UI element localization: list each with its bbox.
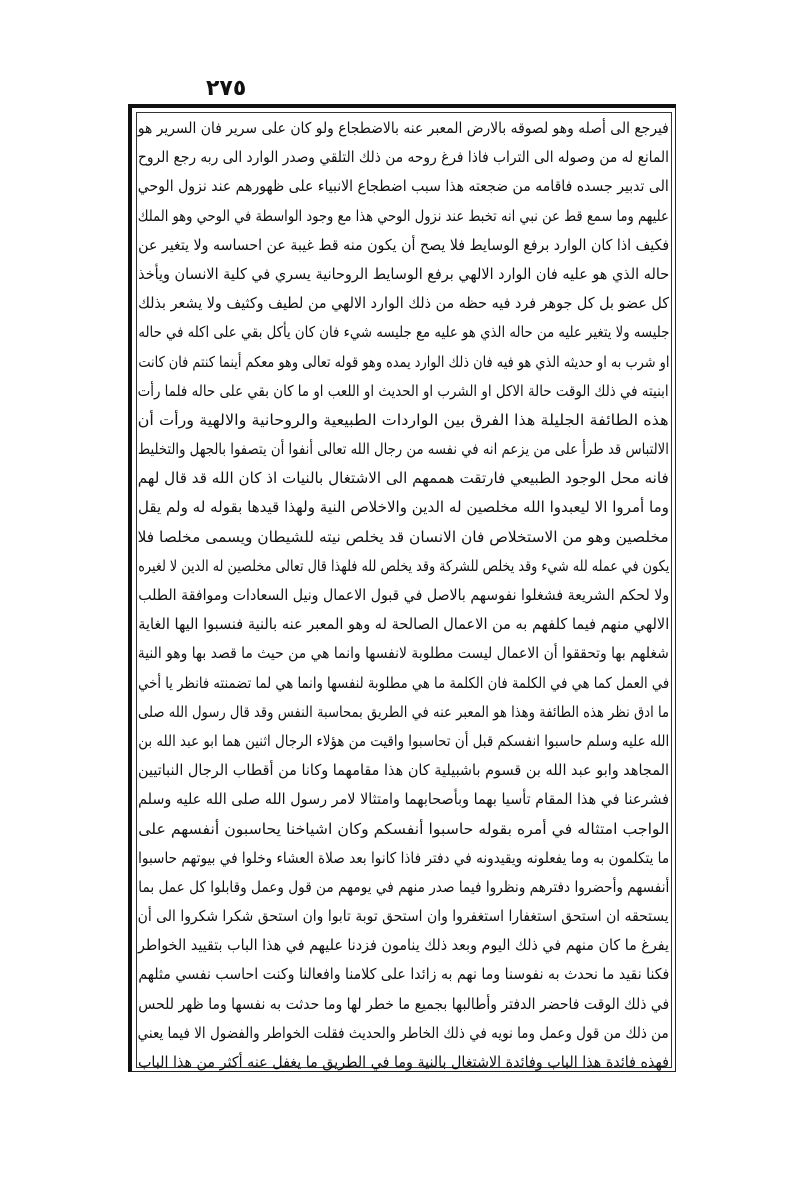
text-line	[138, 902, 669, 931]
text-line-content: كل عضو بل كل جوهر فرد فيه حظه من ذلك الوارد الالهي من لطيف وكثيف ولا يشعر بذلك	[138, 294, 669, 313]
text-line-content: فكنا نقيد ما نحدث به نفوسنا وما نهم به زائدا على كلامنا وافعالنا وكنت احاسب نفسي مثلهم	[138, 965, 669, 984]
text-line	[138, 464, 669, 493]
text-line	[138, 669, 669, 698]
text-line	[138, 435, 669, 464]
text-line-content: عليهم وما سمع قط عن نبي انه تخبط عند نزول الوحي هذا مع وجود الواسطة في الوحي وهو الملك	[138, 206, 669, 225]
text-line-content: جليسه ولا يتغير عليه من حاله الذي هو عليه مع جليسه شيء فان كان يأكل بقي على اكله في حاله	[138, 323, 669, 342]
text-line-content: ابنيته في ذلك الوقت حالة الاكل او الشرب او الحديث او اللعب او ما كان بقي على حاله فلما رأت	[138, 381, 669, 400]
text-line-content: فشرعنا في هذا المقام تأسيا بهما وبأصحابهما وامتثالا لامر رسول الله صلى الله عليه وسلم	[138, 790, 669, 809]
text-line-content: في ذلك الوقت فاحضر الدفتر وأطالبها بجميع ما خطر لها وما حدثت به نفسها وما ظهر للحس	[138, 994, 669, 1013]
text-line	[138, 1048, 669, 1077]
text-line	[138, 202, 669, 231]
text-line	[138, 523, 669, 552]
text-line	[138, 610, 669, 639]
page-number: ٢٧٥	[206, 76, 247, 101]
text-line	[138, 318, 669, 347]
text-line	[138, 406, 669, 435]
text-line-content: شغلهم بها وتحققوا أن الاعمال ليست مطلوبة لانفسها وانما هي من حيث ما قصد بها وهو النية	[138, 644, 669, 663]
text-line	[138, 756, 669, 785]
text-line	[138, 493, 669, 522]
text-line-content: او شرب به او حديثه الذي هو فيه فان ذلك الوارد يمده وهو قوله تعالى وهو معكم أينما كنتم فان كانت	[138, 352, 669, 371]
text-line	[138, 639, 669, 668]
text-line	[138, 960, 669, 989]
text-line	[138, 844, 669, 873]
text-line-content: هذه الطائفة الجليلة هذا الفرق بين الواردات الطبيعية والروحانية والالهية ورأت أن	[138, 410, 669, 429]
text-line-content: يفرغ ما كان منهم في ذلك اليوم وبعد ذلك ينامون فزدنا عليهم في هذا الباب بتقييد الخواطر	[138, 936, 669, 955]
text-line-content: من ذلك من قول وعمل وما نويه في ذلك الخاطر والحديث فقلت الخواطر والفضول الا فيما يعني	[138, 1023, 669, 1042]
text-line-content: المانع له من وصوله الى التراب فاذا فرغ روحه من ذلك التلقي وصدر الوارد الى ربه رجع الروح	[138, 148, 669, 167]
text-line	[138, 289, 669, 318]
text-line	[138, 815, 669, 844]
text-line	[138, 114, 669, 143]
text-line	[138, 990, 669, 1019]
text-line-content: فانه محل الوجود الطبيعي فارتقت هممهم الى الاشتغال بالنيات اذ كان الله قد قال لهم	[138, 469, 669, 488]
text-frame	[128, 104, 676, 1072]
text-line-content: المجاهد وابو عبد الله بن قسوم باشبيلية كان هذا مقامهما وكانا من أقطاب الرجال النباتيين	[138, 761, 669, 780]
text-line-content: مخلصين وهو من الاستخلاص فان الانسان قد يخلص نيته للشيطان ويسمى مخلصا فلا	[138, 527, 669, 546]
text-line-content: حاله الذي هو عليه فان الوارد الالهي برفع الوسايط الروحانية يسري في كلية الانسان ويأخذ	[138, 264, 669, 283]
text-line	[138, 377, 669, 406]
text-line-content: الواجب امتثاله في أمره بقوله حاسبوا أنفسكم وكان اشياخنا يحاسبون أنفسهم على	[138, 819, 669, 838]
text-line-content: فكيف اذا كان الوارد برفع الوسايط فلا يصح أن يكون منه قط غيبة عن احساسه ولا يتغير عن	[138, 235, 669, 254]
text-line-content: وما أمروا الا ليعبدوا الله مخلصين له الدين والاخلاص النية ولهذا قيدها بقوله له ولم يقل	[138, 498, 669, 517]
text-line-content: ما ادق نظر هذه الطائفة وهذا هو المعبر عنه في الطريق بمحاسبة النفس وقد قال رسول الله صلى	[138, 702, 669, 721]
text-line-content: فهذه فائدة هذا الباب وفائدة الاشتغال بالنية وما في الطريق ما يغفل عنه أكثر من هذا الباب	[138, 1053, 669, 1071]
text-line	[138, 143, 669, 172]
text-line	[138, 873, 669, 902]
text-line-content: ولا لحكم الشريعة فشغلوا نفوسهم بالاصل في قبول الاعمال ونيل السعادات وموافقة الطلب	[138, 586, 669, 604]
text-line-content: فيرجع الى أصله وهو لصوقه بالارض المعبر عنه بالاضطجاع ولو كان على سرير فان السرير هو	[138, 119, 669, 137]
text-line-content: في العمل كما هي في الكلمة فان الكلمة ما هي مطلوبة لنفسها وانما هي لما تضمنته فانظر يا أخي	[138, 673, 669, 692]
text-line	[138, 1019, 669, 1048]
text-line	[138, 727, 669, 756]
text-line-content: الالتباس قد طرأ على من يزعم انه في نفسه من رجال الله تعالى أنفوا أن يتصفوا بالجهل والتخليط	[138, 440, 669, 459]
text-line	[138, 581, 669, 610]
text-line-content: ما يتكلمون به وما يفعلونه ويقيدونه في دفتر فاذا كانوا بعد صلاة العشاء وخلوا في بيوتهم حاسبوا	[138, 848, 669, 867]
text-line	[138, 931, 669, 960]
text-line-content: الله عليه وسلم حاسبوا انفسكم قبل أن تحاسبوا واقيت من هؤلاء الرجال اثنين هما ابو عبد الله بن	[138, 731, 669, 750]
text-line	[138, 785, 669, 814]
text-line	[138, 260, 669, 289]
text-line-content: الى تدبير جسده فاقامه من ضجعته هذا سبب اضطجاع الانبياء على ظهورهم عند نزول الوحي	[138, 177, 669, 196]
text-line-content: يستحقه ان استحق استغفارا استغفروا وان استحق توبة تابوا وان استحق شكرا شكروا الى أن	[138, 907, 669, 926]
text-line-content: أنفسهم وأحضروا دفترهم ونظروا فيما صدر منهم في يومهم من قول وعمل وقابلوا كل عمل بما	[138, 877, 669, 896]
text-line-content: يكون في عمله لله شيء وقد يخلص للشركة وقد يخلص لله فلهذا قال تعالى مخلصين له الدين لا لغيره	[138, 556, 669, 575]
text-line	[138, 231, 669, 260]
text-line	[138, 698, 669, 727]
text-line	[138, 348, 669, 377]
text-line	[138, 552, 669, 581]
text-line-content: الالهي منهم فيما كلفهم به من الاعمال الصالحة له وهو المعبر عنه بالنية فنسبوا اليها الغاية	[138, 615, 669, 634]
text-line	[138, 172, 669, 201]
text-body	[138, 114, 669, 1071]
